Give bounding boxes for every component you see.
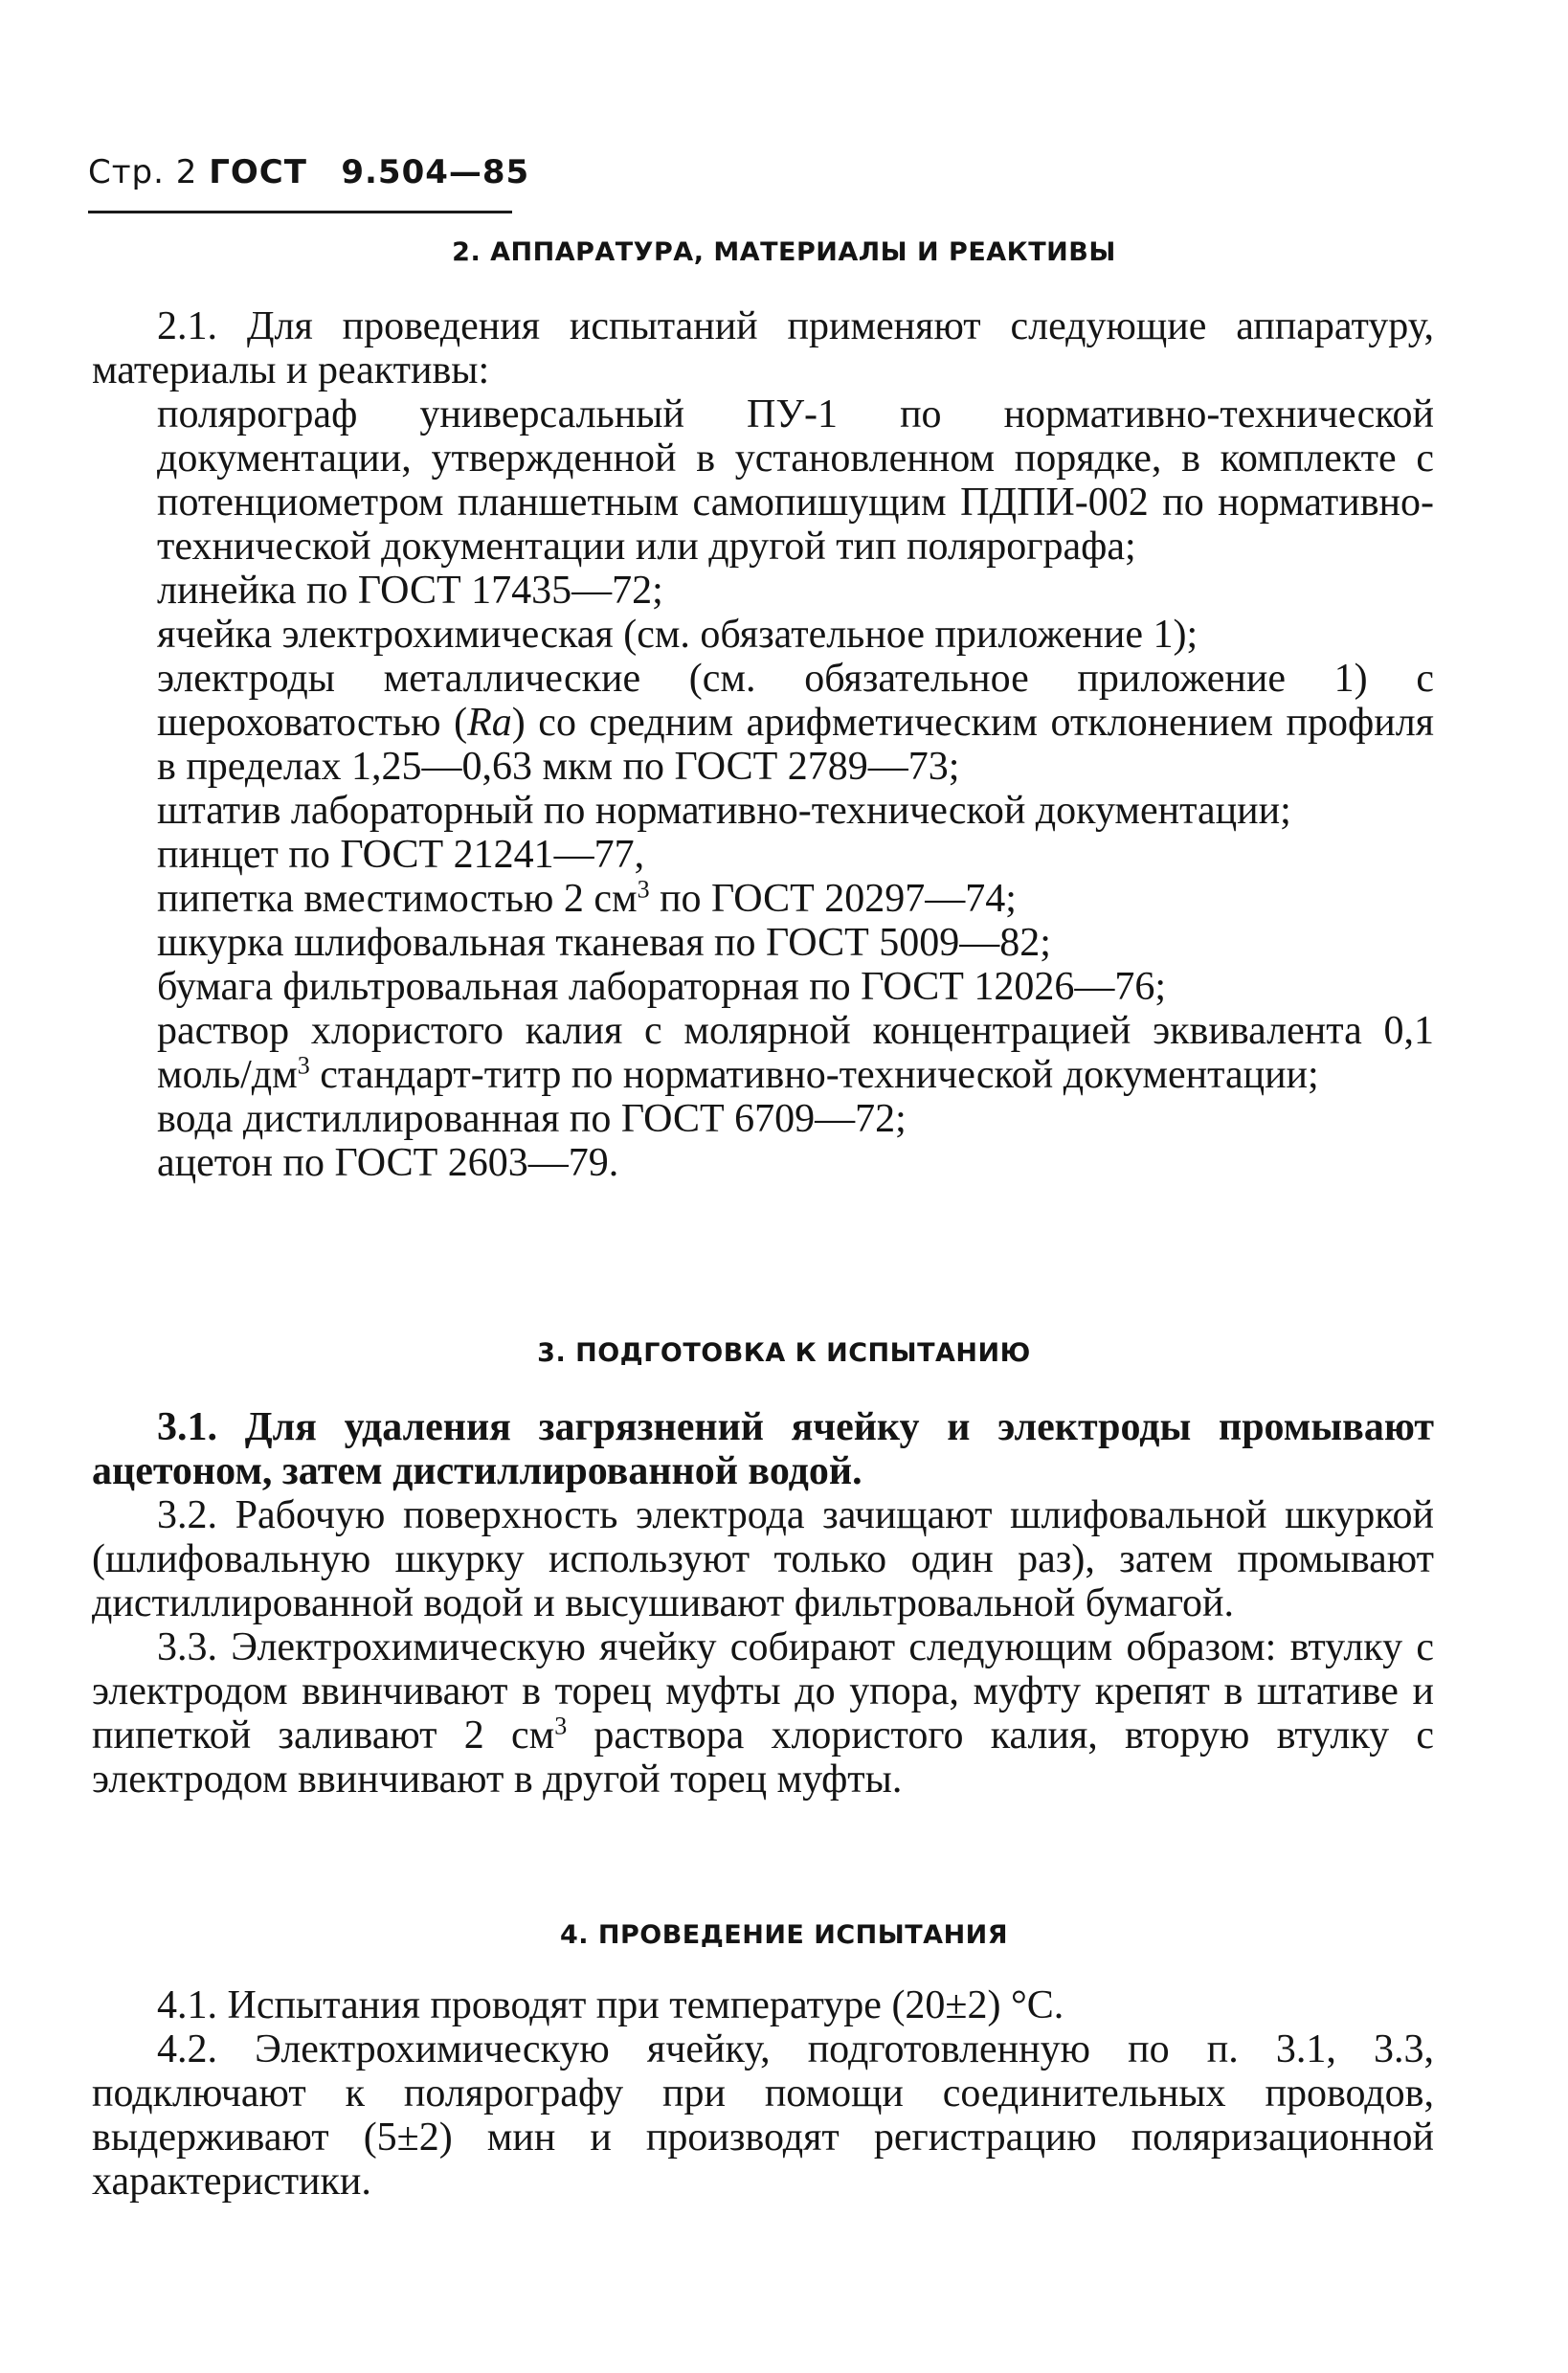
standard-label: ГОСТ: [209, 153, 307, 191]
list-item: полярограф универсальный ПУ-1 по нормативно-технической документации, утвержденной в установленном порядке, в комплекте с потенциометром планшетным самопишущим ПДПИ-002 по нормативно-технической документации или другой тип полярографа;: [157, 392, 1434, 569]
paragraph-2-1: 2.1. Для проведения испытаний применяют следующие аппаратуру, материалы и реактивы:: [92, 304, 1434, 392]
header-rule: [88, 211, 512, 213]
paragraph-3-1: 3.1. Для удаления загрязнений ячейку и электроды промывают ацетоном, затем дистиллированной водой.: [92, 1405, 1434, 1493]
section-3-heading: 3. ПОДГОТОВКА К ИСПЫТАНИЮ: [537, 1338, 1031, 1368]
roughness-symbol: Ra: [467, 701, 512, 745]
list-item: электроды металлические (см. обязательное приложение 1) с шероховатостью (Ra) со средним арифметическим отклонением профиля в пределах 1,25—0,63 мкм по ГОСТ 2789—73;: [157, 657, 1435, 789]
section-4-heading: 4. ПРОВЕДЕНИЕ ИСПЫТАНИЯ: [559, 1920, 1009, 1950]
list-item: линейка по ГОСТ 17435—72;: [157, 569, 663, 613]
standard-number: 9.504—85: [341, 153, 530, 191]
section-3-body: [92, 1405, 1434, 1802]
page-header: [88, 153, 529, 191]
list-item: раствор хлористого калия с молярной концентрацией эквивалента 0,1 моль/$дм^3$ стандарт-титр по нормативно-технической документации;: [157, 1009, 1434, 1097]
page-number: Стр. 2: [88, 153, 198, 191]
list-item: пипетка вместимостью 2 $см^3$ по ГОСТ 20297—74;: [157, 875, 1017, 921]
paragraph-3-3: 3.3. Электрохимическую ячейку собирают следующим образом: втулку с электродом ввинчивают в торец муфты до упора, муфту крепят в штативе и пипеткой заливают 2 $см^3$ раствора хлористого калия, вторую втулку с электродом ввинчивают в другой торец муфты.: [92, 1625, 1435, 1802]
list-item: бумага фильтровальная лабораторная по ГОСТ 12026—76;: [157, 965, 1167, 1009]
list-item: пинцет по ГОСТ 21241—77,: [157, 833, 645, 877]
paragraph-4-1: 4.1. Испытания проводят при температуре (20±2) °С.: [157, 1983, 1064, 2027]
paragraph-4-2: 4.2. Электрохимическую ячейку, подготовленную по п. 3.1, 3.3, подключают к полярографу при помощи соединительных проводов, выдерживают (5±2) мин и производят регистрацию поляризационной характеристики.: [92, 2027, 1434, 2204]
section-2-body: [92, 304, 1434, 1185]
section-2-heading: 2. АППАРАТУРА, МАТЕРИАЛЫ И РЕАКТИВЫ: [452, 237, 1116, 267]
list-item: шкурка шлифовальная тканевая по ГОСТ 5009—82;: [157, 921, 1051, 965]
list-item: вода дистиллированная по ГОСТ 6709—72;: [157, 1097, 907, 1141]
section-4-body: [92, 1983, 1434, 2204]
list-item: ацетон по ГОСТ 2603—79.: [157, 1141, 619, 1185]
list-item: ячейка электрохимическая (см. обязательное приложение 1);: [157, 613, 1198, 657]
list-item: штатив лабораторный по нормативно-технической документации;: [157, 789, 1291, 833]
paragraph-3-2: 3.2. Рабочую поверхность электрода зачищают шлифовальной шкуркой (шлифовальную шкурку используют только один раз), затем промывают дистиллированной водой и высушивают фильтровальной бумагой.: [92, 1493, 1434, 1625]
